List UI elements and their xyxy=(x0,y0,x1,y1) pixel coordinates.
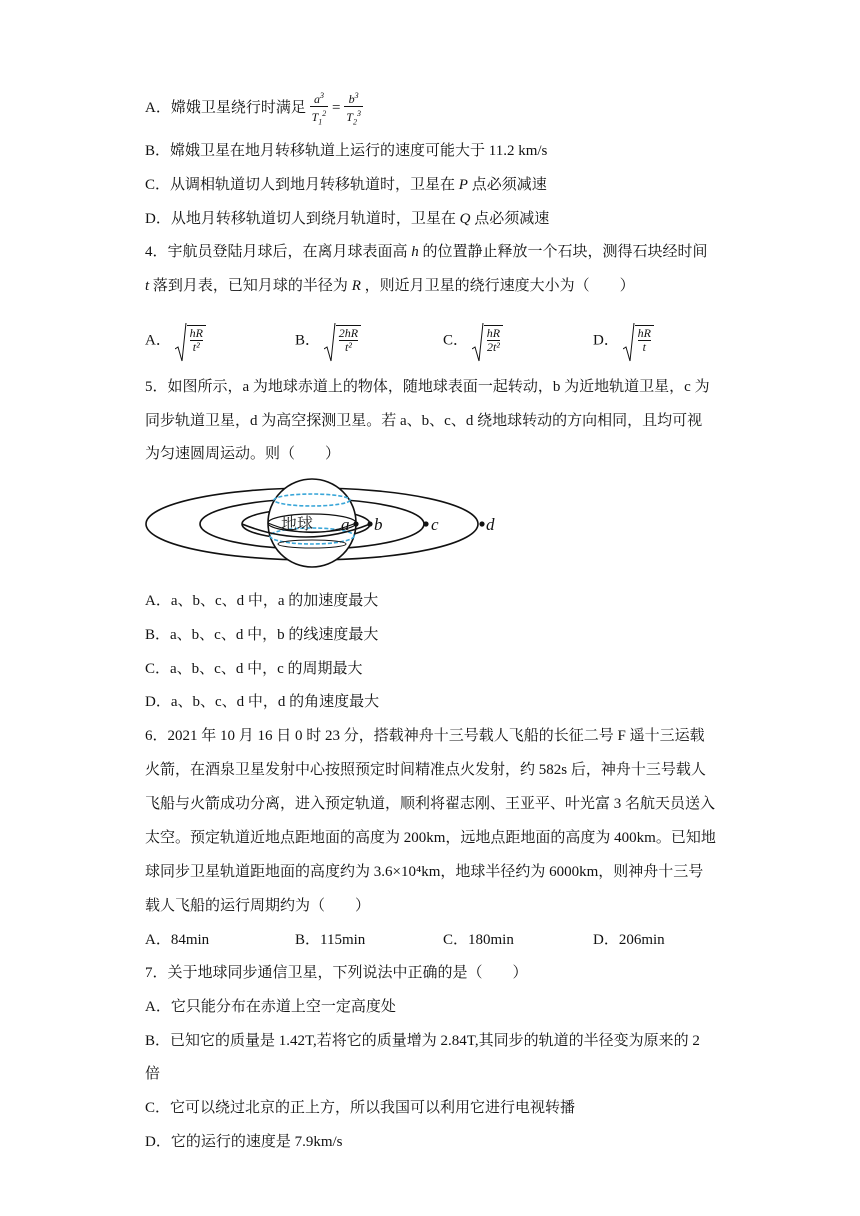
sqrt-symbol xyxy=(472,325,503,357)
q7-option-d: D．它的运行的速度是 7.9km/s xyxy=(145,1134,343,1150)
q6-stem-line5: 球同步卫星轨道距地面的高度约为 3.6×10⁴km，地球半径约为 6000km，则神舟十三号 xyxy=(145,864,704,880)
q4-option-a xyxy=(145,325,206,357)
q5-option-d: D．a、b、c、d 中，d 的角速度最大 xyxy=(145,694,380,710)
q6-option-c: C．180min xyxy=(443,932,514,948)
label-c: c xyxy=(431,515,439,534)
q4-b-den: t² xyxy=(344,340,352,354)
q7-stem: 7．关于地球同步通信卫星，下列说法中正确的是（ ） xyxy=(145,965,528,981)
label-a: a xyxy=(341,515,350,534)
q6-option-b: B．115min xyxy=(295,932,366,948)
q7-option-b-line1: B．已知它的质量是 1.42T,若将它的质量增为 2.84T,其同步的轨道的半径变为原来的 2 xyxy=(145,1033,700,1049)
q7-option-a: A．它只能分布在赤道上空一定高度处 xyxy=(145,999,396,1015)
q4-option-c xyxy=(443,325,503,357)
q3-option-d-post: 点必须减速 xyxy=(474,211,550,227)
q6-option-a: A．84min xyxy=(145,932,210,948)
q3-option-d xyxy=(145,209,549,229)
q3-option-c-post: 点必须减速 xyxy=(471,177,547,193)
q4-a-num: hR xyxy=(189,326,203,340)
sqrt-symbol xyxy=(324,325,361,357)
q4-line1-var: h xyxy=(411,244,419,260)
q4-line2-post: ，则近月卫星的绕行速度大小为（ ） xyxy=(364,278,635,294)
q6-stem-line2: 火箭，在酒泉卫星发射中心按照预定时间精准点火发射，约 582s 后，神舟十三号载人 xyxy=(145,762,706,778)
radical-icon xyxy=(324,323,336,363)
q5-stem-line3: 为匀速圆周运动。则（ ） xyxy=(145,446,341,462)
q5-stem-line2: 同步轨道卫星，d 为高空探测卫星。若 a、b、c、d 绕地球转动的方向相同，且均可视 xyxy=(145,413,703,429)
q4-d-den: t xyxy=(642,340,646,354)
q3-option-a xyxy=(145,89,363,128)
kepler-fraction-right: $\frac{b^3}{T_2^3}$ xyxy=(346,91,361,127)
q4-line2-var2: R xyxy=(351,278,361,294)
radical-icon xyxy=(472,323,484,363)
q6-stem-line1: 6．2021 年 10 月 16 日 0 时 23 分，搭载神舟十三号载人飞船的长征二号 F 遥十三运载 xyxy=(145,728,705,744)
q4-a-den: t² xyxy=(192,340,200,354)
q5-stem-line1: 5．如图所示，a 为地球赤道上的物体，随地球表面一起转动，b 为近地轨道卫星，c 为 xyxy=(145,379,710,395)
label-b: b xyxy=(374,515,383,534)
point-a xyxy=(353,521,358,526)
label-d: d xyxy=(486,515,495,534)
q4-line1-pre: 4．宇航员登陆月球后，在离月球表面高 xyxy=(145,244,408,260)
q6-stem-line6: 载人飞船的运行周期约为（ ） xyxy=(145,898,371,914)
q4-stem-line1 xyxy=(145,242,708,262)
kepler-fraction-left: $\frac{a^3}{T_1^2}$ xyxy=(311,91,327,127)
earth-label: 地球 xyxy=(281,516,314,533)
radical-icon xyxy=(623,323,635,363)
q6-option-d: D．206min xyxy=(593,932,665,948)
orbit-diagram xyxy=(140,478,520,578)
q4-option-d-label: D． xyxy=(593,332,619,349)
q3-option-c-var: P xyxy=(458,177,468,193)
q4-option-a-label: A． xyxy=(145,332,171,349)
q7-option-b-line2: 倍 xyxy=(145,1066,161,1082)
equals-sign: = xyxy=(332,100,341,117)
q3-option-b: B．嫦娥卫星在地月转移轨道上运行的速度可能大于 11.2 km/s xyxy=(145,143,548,159)
q4-line2-mid: 落到月表，已知月球的半径为 xyxy=(152,278,348,294)
q4-line2-var1: t xyxy=(145,278,150,294)
point-b xyxy=(367,521,372,526)
q5-option-c: C．a、b、c、d 中，c 的周期最大 xyxy=(145,661,363,677)
q5-option-a: A．a、b、c、d 中，a 的加速度最大 xyxy=(145,593,379,609)
q6-stem-line4: 太空。预定轨道近地点距地面的高度为 200km，远地点距地面的高度为 400km。已知地 xyxy=(145,830,716,846)
radical-icon xyxy=(175,323,187,363)
q7-option-c: C．它可以绕过北京的正上方，所以我国可以利用它进行电视转播 xyxy=(145,1100,576,1116)
q4-b-num: 2hR xyxy=(338,326,359,340)
q3-option-a-text: A．嫦娥卫星绕行时满足 xyxy=(145,100,306,117)
q3-option-c-pre: C．从调相轨道切人到地月转移轨道时，卫星在 xyxy=(145,177,456,193)
sqrt-symbol xyxy=(623,325,654,357)
q4-c-den: 2t² xyxy=(486,340,500,354)
q3-option-c xyxy=(145,175,547,195)
q4-line1-post: 的位置静止释放一个石块，测得石块经时间 xyxy=(422,244,708,260)
q4-stem-line2 xyxy=(145,276,635,296)
q4-option-b xyxy=(295,325,361,357)
q4-option-d xyxy=(593,325,654,357)
q3-option-d-pre: D．从地月转移轨道切人到绕月轨道时，卫星在 xyxy=(145,211,456,227)
q5-option-b: B．a、b、c、d 中，b 的线速度最大 xyxy=(145,627,379,643)
point-d xyxy=(479,521,484,526)
q6-stem-line3: 飞船与火箭成功分离，进入预定轨道，顺利将翟志刚、王亚平、叶光富 3 名航天员送入 xyxy=(145,796,716,812)
point-c xyxy=(423,521,428,526)
q4-d-num: hR xyxy=(637,326,651,340)
q4-option-c-label: C． xyxy=(443,332,469,349)
sqrt-symbol xyxy=(175,325,206,357)
q3-option-d-var: Q xyxy=(459,211,471,227)
q4-c-num: hR xyxy=(486,326,501,340)
q4-option-b-label: B． xyxy=(295,332,321,349)
